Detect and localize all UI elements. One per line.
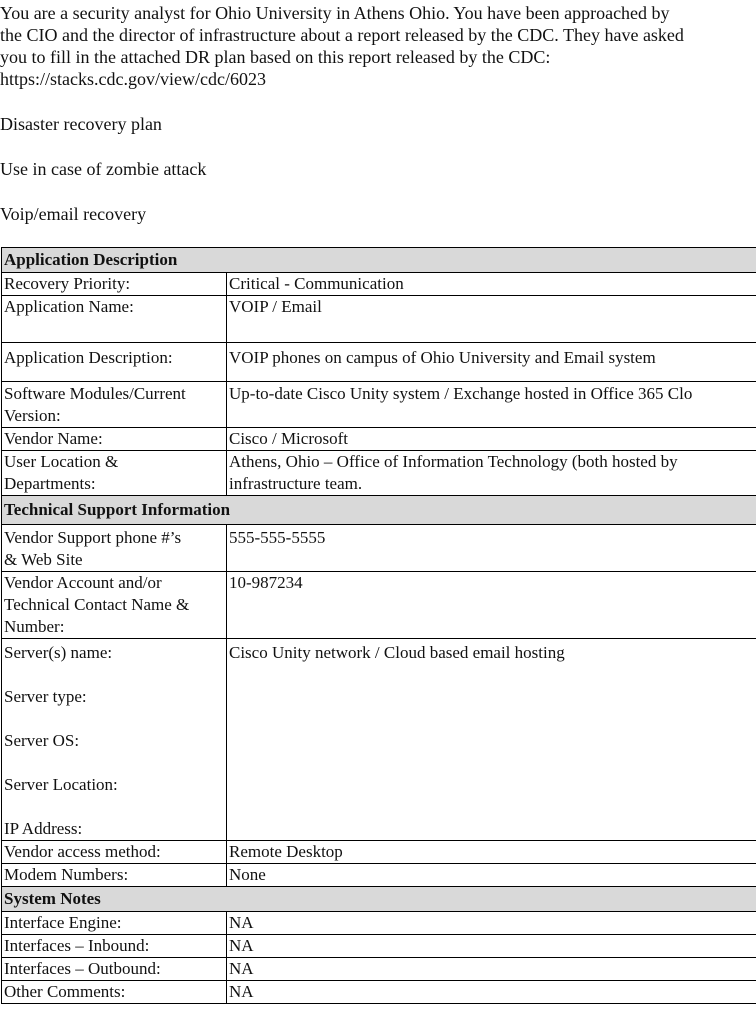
table-row-application-description — [2, 343, 756, 382]
row-value — [227, 451, 756, 496]
row-label-line: Version: — [4, 406, 61, 425]
row-value-line: infrastructure team. — [229, 474, 363, 493]
ip-address-label: IP Address: — [4, 819, 83, 838]
intro-line: the CIO and the director of infrastructure about a report released by the CDC. They have asked — [0, 25, 684, 45]
row-label: Other Comments: — [2, 981, 227, 1004]
row-value: Up-to-date Cisco Unity system / Exchange hosted in Office 365 Clo — [227, 382, 756, 428]
table-row-vendor-account — [2, 572, 756, 639]
row-label: Application Description: — [2, 343, 227, 382]
section-title: Technical Support Information — [2, 496, 756, 525]
section-header-system-notes — [2, 887, 756, 912]
server-os-label: Server OS: — [4, 731, 80, 750]
table-row-interfaces-inbound — [2, 935, 756, 958]
server-name-label: Server(s) name: — [4, 643, 113, 662]
table-row-application-name — [2, 296, 756, 343]
section-header-technical-support — [2, 496, 756, 525]
row-label: Interfaces – Inbound: — [2, 935, 227, 958]
row-label-line: Departments: — [4, 474, 96, 493]
table-row-other-comments — [2, 981, 756, 1004]
row-label: Application Name: — [2, 296, 227, 343]
table-row-vendor-support-phone — [2, 525, 756, 572]
table-row-server-info — [2, 639, 756, 841]
row-label — [2, 639, 227, 841]
table-row-interfaces-outbound — [2, 958, 756, 981]
row-value: None — [227, 864, 756, 887]
server-type-label: Server type: — [4, 687, 87, 706]
row-label: Vendor access method: — [2, 841, 227, 864]
row-label: Interface Engine: — [2, 912, 227, 935]
row-label — [2, 451, 227, 496]
table-row-software-modules — [2, 382, 756, 428]
section-title: System Notes — [2, 887, 756, 912]
intro-line: You are a security analyst for Ohio University in Athens Ohio. You have been approached by — [0, 3, 670, 23]
dr-plan-table — [1, 247, 756, 1004]
plan-title: Disaster recovery plan — [0, 114, 162, 134]
table-row-recovery-priority — [2, 273, 756, 296]
row-value: Cisco Unity network / Cloud based email hosting — [227, 639, 756, 841]
row-label-line: Vendor Account and/or — [4, 573, 162, 592]
scope-heading: Voip/email recovery — [0, 204, 147, 224]
intro-line: you to fill in the attached DR plan based on this report released by the CDC: — [0, 47, 551, 67]
row-value: Cisco / Microsoft — [227, 428, 756, 451]
row-value: NA — [227, 935, 756, 958]
row-label-line: Number: — [4, 617, 65, 636]
row-label: Vendor Name: — [2, 428, 227, 451]
row-value: Critical - Communication — [227, 273, 756, 296]
use-case-heading: Use in case of zombie attack — [0, 159, 207, 179]
row-value: NA — [227, 912, 756, 935]
row-label: Modem Numbers: — [2, 864, 227, 887]
row-label: Interfaces – Outbound: — [2, 958, 227, 981]
intro-paragraph — [0, 2, 756, 90]
row-value: 555-555-5555 — [227, 525, 756, 572]
row-label-line: Technical Contact Name & — [4, 595, 190, 614]
row-value: NA — [227, 981, 756, 1004]
row-value: VOIP / Email — [227, 296, 756, 343]
report-url: https://stacks.cdc.gov/view/cdc/6023 — [0, 69, 266, 89]
table-row-interface-engine — [2, 912, 756, 935]
table-row-vendor-name — [2, 428, 756, 451]
row-label — [2, 525, 227, 572]
row-value: VOIP phones on campus of Ohio University and Email system — [227, 343, 756, 382]
row-label-line: Software Modules/Current — [4, 384, 186, 403]
section-header-application-description — [2, 248, 756, 273]
row-value-line: Athens, Ohio – Office of Information Technology (both hosted by — [229, 452, 678, 471]
section-title: Application Description — [2, 248, 756, 273]
row-label-line: & Web Site — [4, 550, 83, 569]
row-value: NA — [227, 958, 756, 981]
row-label-line: User Location & — [4, 452, 119, 471]
table-row-vendor-access — [2, 841, 756, 864]
row-label-line: Vendor Support phone #’s — [4, 528, 182, 547]
server-location-label: Server Location: — [4, 775, 118, 794]
table-row-user-location — [2, 451, 756, 496]
row-value: 10-987234 — [227, 572, 756, 639]
row-label — [2, 382, 227, 428]
table-row-modem-numbers — [2, 864, 756, 887]
row-label: Recovery Priority: — [2, 273, 227, 296]
row-label — [2, 572, 227, 639]
row-value: Remote Desktop — [227, 841, 756, 864]
